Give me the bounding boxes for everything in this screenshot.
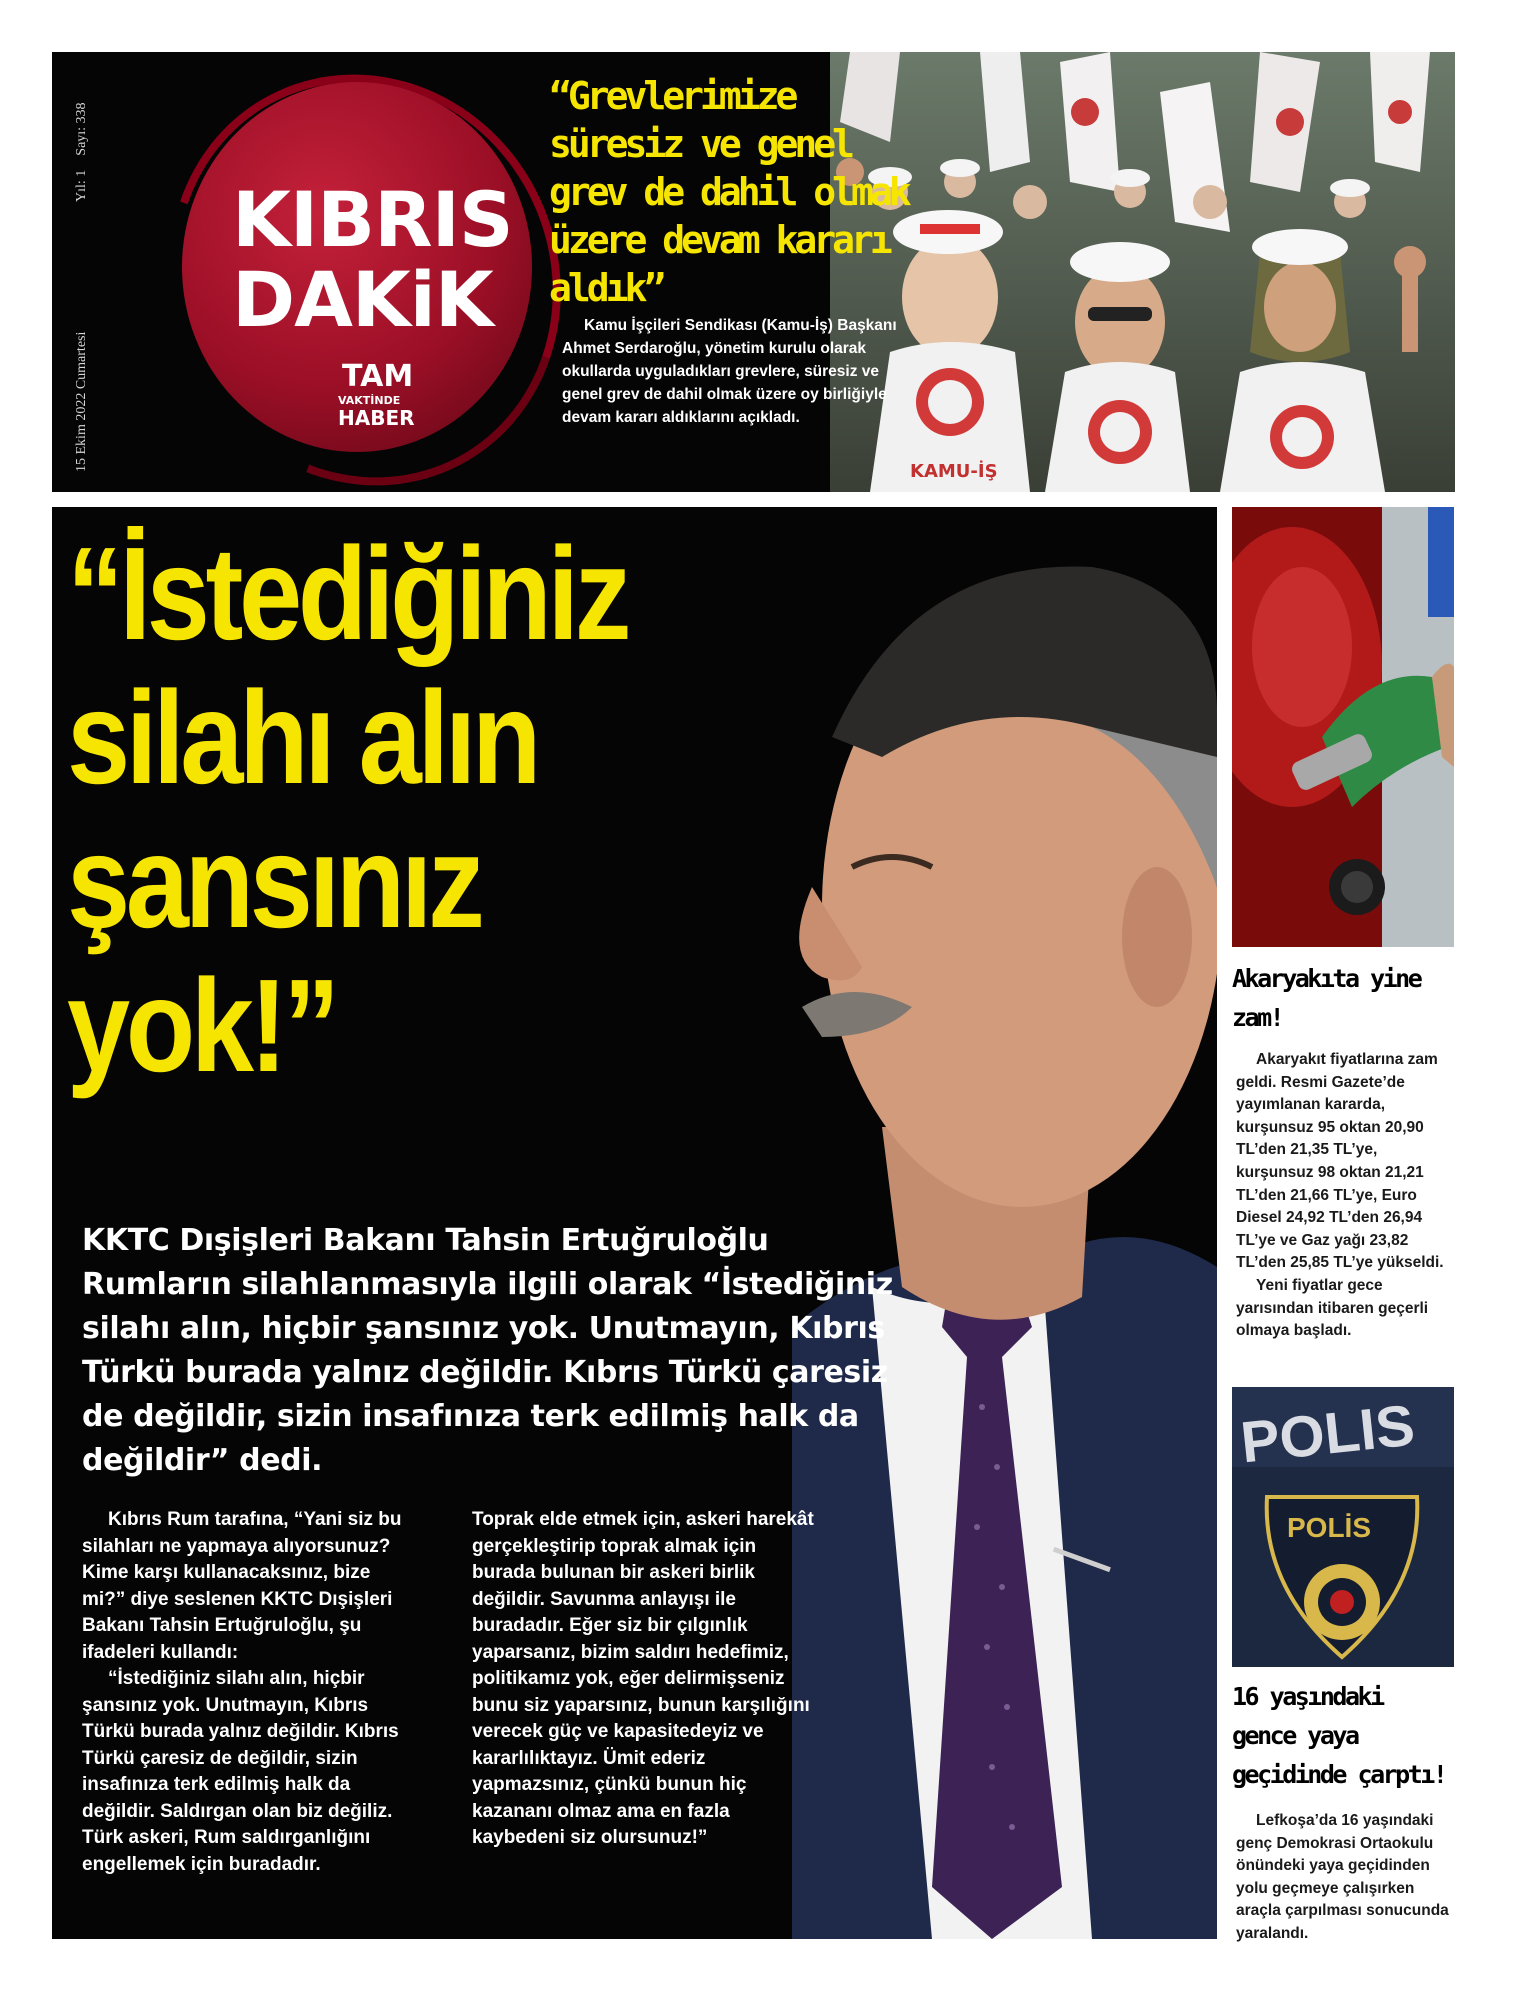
logo-word-kibris: KIBRIS [232, 175, 513, 264]
fuel-text [1236, 1049, 1450, 1343]
fuel-pump-photo [1232, 507, 1454, 947]
fuel-headline: Akaryakıta yine zam! [1232, 964, 1421, 1032]
logo-word-dakik: DAKiK [232, 255, 493, 344]
issue-date: 15 Ekim 2022 Cumartesi [74, 331, 89, 472]
issue-year: Yıl: 1 [74, 169, 89, 202]
main-story [52, 507, 1217, 1939]
police-sign-text: POLIS [1237, 1392, 1418, 1476]
apron-label: KAMU-İŞ [910, 461, 998, 482]
body-column-1 [82, 1507, 417, 1878]
body-paragraph: Toprak elde etmek için, askeri harekât gerçekleştirip toprak almak için burada bulunan bir askeri birlik değildir. Savunma anlayışı ile buradadır. Eğer siz bir çılgınlık yaparsanız, bizim saldırı hedefimiz, politikamız yok, eğer delirmişseniz bunu siz yaparsınız, bunun karşılığını verecek güç ve kapasitedeyiz ve kararlılıktayız. Ümit ederiz yapmazsınız, çünkü bunun hiç kazananı olmaz ama en fazla kaybedeni siz olursunuz!” [472, 1509, 814, 1848]
issue-count: Sayı: 338 [74, 102, 89, 156]
slogan-haber: HABER [338, 406, 415, 430]
body-column-2 [472, 1507, 817, 1852]
main-lead: KKTC Dışişleri Bakanı Tahsin Ertuğruloğlu Rumların silahlanmasıyla ilgili olarak “İstediğiniz silahı alın, hiçbir şansınız yok. Unutmayın, Kıbrıs Türkü burada yalnız değildir. Kıbrıs Türkü çaresiz de değildir, sizin insafınıza terk edilmiş halk da değildir” dedi. [82, 1223, 893, 1478]
fuel-paragraph: Akaryakıt fiyatlarına zam geldi. Resmi Gazete’de yayımlanan kararda, kurşunsuz 95 oktan 20,90 TL’den 21,35 TL’ye, kurşunsuz 98 oktan 21,21 TL’den 21,66 TL’ye, Euro Diesel 24,92 TL’den 26,94 TL’ye ve Gaz yağı 23,82 TL’den 25,85 TL’ye yükseldi. [1236, 1051, 1444, 1272]
masthead-logo [132, 52, 592, 492]
body-paragraph: Kıbrıs Rum tarafına, “Yani siz bu silahları ne yapmaya alıyorsunuz? Kime karşı kullanacaksınız, bize mi?” diye seslenen KKTC Dışişleri Bakanı Tahsin Ertuğruloğlu, şu ifadeleri kullandı: [82, 1509, 402, 1663]
police-paragraph: Lefkoşa’da 16 yaşındaki genç Demokrasi Ortaokulu önündeki yaya geçidinden yolu geçmeye çalışırken araçla çarpılması sonucunda yaralandı. [1236, 1812, 1449, 1942]
main-headline: “İstediğiniz silahı alın şansınız yok!” [67, 520, 628, 1099]
issue-number [74, 102, 90, 202]
top-banner [52, 52, 1455, 492]
police-headline: 16 yaşındaki gence yaya geçidinde çarptı! [1232, 1682, 1446, 1789]
fuel-paragraph: Yeni fiyatlar gece yarısından itibaren geçerli olmaya başladı. [1236, 1276, 1429, 1340]
police-photo [1232, 1387, 1454, 1667]
slogan-tam: TAM [342, 359, 414, 394]
police-text [1236, 1810, 1450, 1946]
top-story-headline: “Grevlerimize süresiz ve genel grev de dahil olmak üzere devam kararı aldık” [549, 74, 908, 310]
issue-info [52, 52, 92, 492]
body-paragraph: “İstediğiniz silahı alın, hiçbir şansınız yok. Unutmayın, Kıbrıs Türkü burada yalnız değildir. Kıbrıs Türkü çaresiz de değildir, sizin insafınıza terk edilmiş halk da değildir. Saldırgan olan biz değiliz. Türk askeri, Rum saldırganlığını engellemek için buradadır. [82, 1668, 399, 1875]
police-badge-text: POLİS [1287, 1512, 1372, 1543]
fuel-pump-illustration [1232, 507, 1454, 947]
police-illustration [1232, 1387, 1454, 1667]
top-story-body: Kamu İşçileri Sendikası (Kamu-İş) Başkanı Ahmet Serdaroğlu, yönetim kurulu olarak okullarda uyguladıkları grevlere, süresiz ve genel grev de dahil olmak üzere oy birliğiyle devam kararı aldıklarını açıkladı. [562, 317, 897, 426]
slogan-vaktinde: VAKTİNDE [338, 394, 401, 407]
